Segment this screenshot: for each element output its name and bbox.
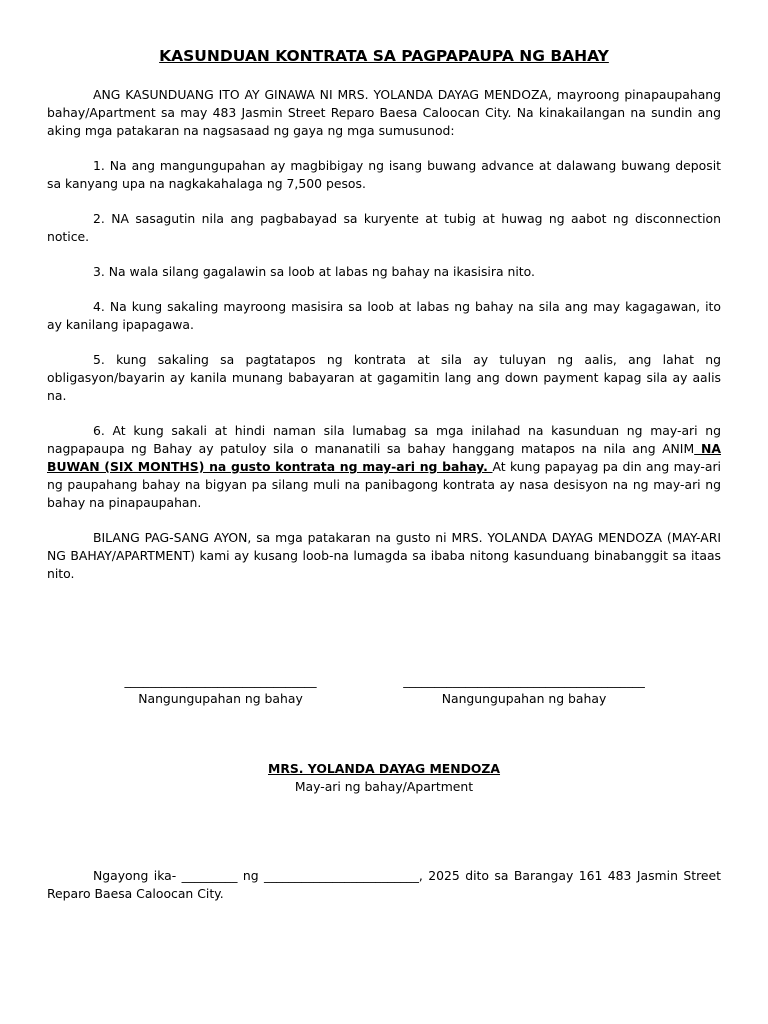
- clause-4: 4. Na kung sakaling mayroong masisira sa loob at labas ng bahay na sila ang may kagagawan, ito ay kanilang ipapagawa.: [47, 299, 721, 332]
- tenant-signature-left: [118, 672, 323, 708]
- owner-block: [0, 760, 768, 796]
- clause-3: 3. Na wala silang gagalawin sa loob at labas ng bahay na ikasisira nito.: [93, 264, 535, 279]
- clause-6: [47, 422, 721, 512]
- signature-label: Nangungupahan ng bahay: [441, 691, 607, 706]
- date-paragraph: Ngayong ika- _________ ng _________________________, 2025 dito sa Barangay 161 483 Jasmin Street Reparo Baesa Caloocan City.: [47, 868, 721, 901]
- closing-paragraph: BILANG PAG-SANG AYON, sa mga patakaran na gusto ni MRS. YOLANDA DAYAG MENDOZA (MAY-ARI NG BAHAY/APARTMENT) kami ay kusang loob-na lumagda sa ibaba nitong kasunduang binabanggit sa itaas nito.: [47, 530, 721, 581]
- clause-6-emphasis: NA BUWAN (SIX MONTHS) na gusto kontrata ng may-ari ng bahay.: [47, 441, 721, 474]
- intro-paragraph: ANG KASUNDUANG ITO AY GINAWA NI MRS. YOLANDA DAYAG MENDOZA, mayroong pinapaupahang bahay/Apartment sa may 483 Jasmin Street Reparo Baesa Caloocan City. Na kinakailangan na sundin ang aking mga patakaran na nagsasaad ng gaya ng mga sumusunod:: [47, 87, 721, 138]
- document-title: KASUNDUAN KONTRATA SA PAGPAPAUPA NG BAHAY: [159, 47, 609, 65]
- signature-line: _______________________________________: [403, 673, 645, 688]
- clause-1: 1. Na ang mangungupahan ay magbibigay ng isang buwang advance at dalawang buwang deposit sa kanyang upa na nagkakahalaga ng 7,500 pesos.: [47, 158, 721, 191]
- owner-role: May-ari ng bahay/Apartment: [294, 779, 474, 794]
- signature-label: Nangungupahan ng bahay: [138, 691, 303, 706]
- clause-5: 5. kung sakaling sa pagtatapos ng kontrata at sila ay tuluyan ng aalis, ang lahat ng obligasyon/bayarin ay kanila munang babayaran at gagamitin lang ang down payment kapag sila ay aalis na.: [47, 352, 721, 403]
- clause-6-text: 6. At kung sakali at hindi naman sila lumabag sa mga inilahad na kasunduan ng may-ari ng nagpapaupa ng Bahay ay patuloy sila o mananatili sa bahay hanggang matapos na nila ang ANIM: [47, 423, 721, 456]
- owner-name: MRS. YOLANDA DAYAG MENDOZA: [267, 761, 501, 776]
- clause-2: 2. NA sasagutin nila ang pagbabayad sa kuryente at tubig at huwag ng aabot ng disconnection notice.: [47, 211, 721, 244]
- clause-6-continuation: At kung papayag pa din ang may-ari ng paupahang bahay na bigyan pa silang muli na panibagong kontrata ay nasa desisyon na ng may-ari ng bahay na pinapaupahan.: [47, 459, 721, 510]
- signature-line: _______________________________: [124, 673, 317, 688]
- tenant-signature-right: [396, 672, 652, 708]
